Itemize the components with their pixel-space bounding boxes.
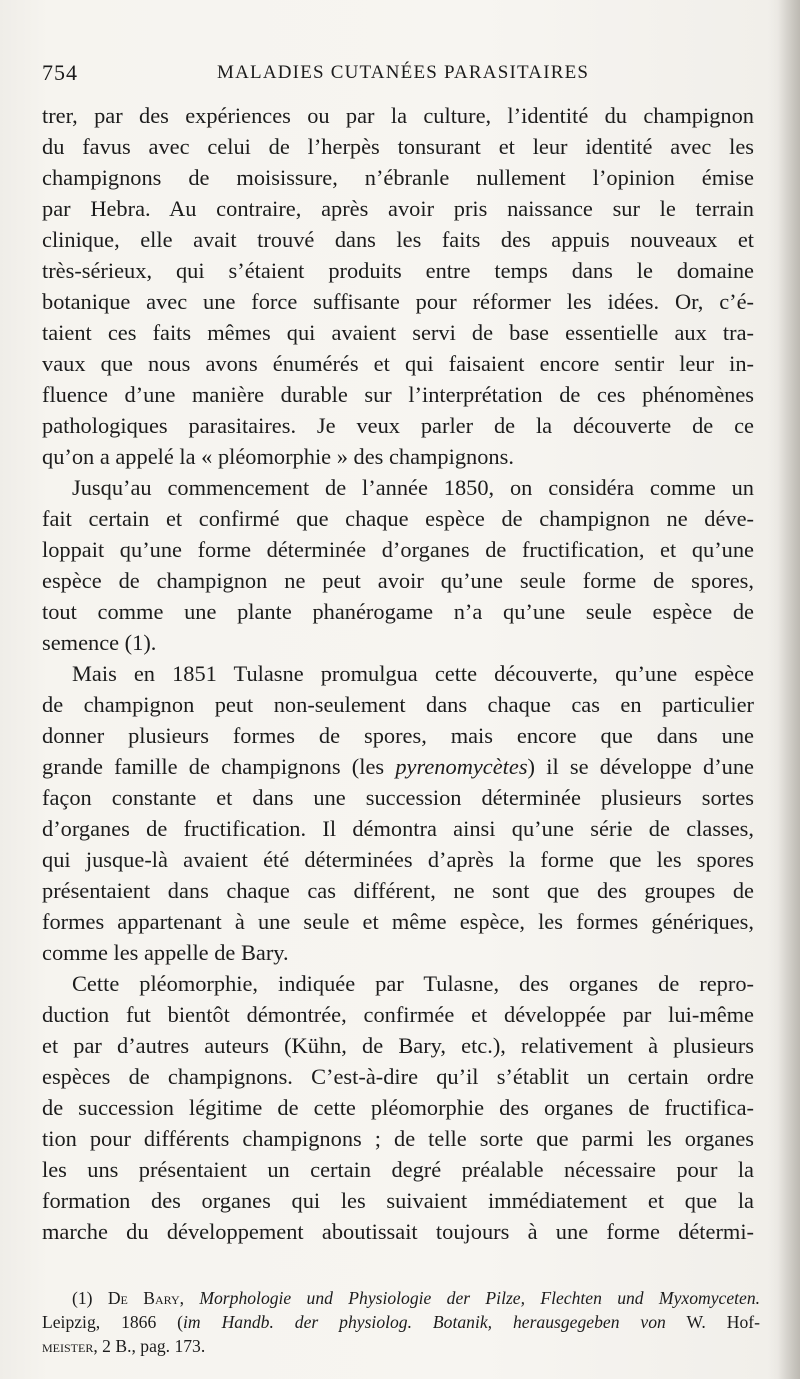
text-line: espèces de champignons. C’est-à-dire qu’il s’établit un certain ordre (42, 1064, 754, 1089)
footnote-italic: im Handb. der physiolog. Botanik, herausgegeben von (183, 1312, 666, 1332)
text-line: taient ces faits mêmes qui avaient servi de base essentielle aux tra- (42, 320, 754, 345)
text-line: fait certain et confirmé que chaque espèce de champignon ne déve- (42, 506, 754, 531)
text-line: très-sérieux, qui s’étaient produits entre temps dans le domaine (42, 258, 754, 283)
text-line: les uns présentaient un certain degré préalable nécessaire pour la (42, 1157, 754, 1182)
paragraph-start-line: Cette pléomorphie, indiquée par Tulasne, des organes de repro- (72, 971, 754, 996)
italic-term: pyrenomycètes (395, 754, 528, 779)
text-line: loppait qu’une forme déterminée d’organes de fructification, et qu’une (42, 537, 754, 562)
text-line: botanique avec une force suffisante pour réformer les idées. Or, c’é- (42, 289, 754, 314)
footnote-line: (1) De Bary, Morphologie und Physiologie der Pilze, Flechten und Myxomyceten. (72, 1288, 761, 1308)
text-line: façon constante et dans une succession déterminée plusieurs sortes (42, 785, 754, 810)
text-line: semence (1). (42, 630, 157, 655)
footnote-reference: , 2 B., pag. 173. (93, 1336, 206, 1356)
text-line: trer, par des expériences ou par la culture, l’identité du champignon (42, 103, 754, 128)
footnote-place: Leipzig, 1866 ( (42, 1312, 184, 1332)
footnote-line (42, 1310, 760, 1334)
paragraph-start-line: Mais en 1851 Tulasne promulgua cette découverte, qu’une espèce (72, 661, 754, 686)
text-line: donner plusieurs formes de spores, mais encore que dans une (42, 723, 754, 748)
footnote-editor-name: meister (42, 1336, 94, 1356)
footnote-author: De Bary (107, 1288, 180, 1308)
text-line: fluence d’une manière durable sur l’interprétation de ces phénomènes (42, 382, 754, 407)
text-segment: ) il se développe d’une (527, 754, 754, 779)
text-line: du favus avec celui de l’herpès tonsurant et leur identité avec les (42, 134, 754, 159)
paragraph-start-line: Jusqu’au commencement de l’année 1850, on considéra comme un (72, 475, 754, 500)
page-edge-shadow (778, 0, 800, 1379)
text-line: duction fut bientôt démontrée, confirmée et développée par lui-même (42, 1002, 754, 1027)
text-line: espèce de champignon ne peut avoir qu’une seule forme de spores, (42, 568, 754, 593)
text-line: pathologiques parasitaires. Je veux parler de la découverte de ce (42, 413, 754, 438)
text-line: de succession légitime de cette pléomorphie des organes de fructifica- (42, 1095, 754, 1120)
text-line: de champignon peut non-seulement dans chaque cas en particulier (42, 692, 754, 717)
text-segment: grande famille de champignons (les (42, 754, 396, 779)
text-line: tion pour différents champignons ; de telle sorte que parmi les organes (42, 1126, 754, 1151)
body-text (42, 100, 754, 1247)
text-line: d’organes de fructification. Il démontra ainsi qu’une série de classes, (42, 816, 754, 841)
text-line: et par d’autres auteurs (Kühn, de Bary, etc.), relativement à plusieurs (42, 1033, 754, 1058)
footnote-marker: (1) (72, 1288, 108, 1308)
footnote-editor: W. Hof- (665, 1312, 760, 1332)
text-line: vaux que nous avons énumérés et qui faisaient encore sentir leur in- (42, 351, 754, 376)
footnote-line (42, 1334, 760, 1358)
running-title: MALADIES CUTANÉES PARASITAIRES (217, 62, 590, 83)
text-line: formation des organes qui les suivaient immédiatement et que la (42, 1188, 754, 1213)
text-line: comme les appelle de Bary. (42, 940, 289, 965)
footnote-title: Morphologie und Physiologie der Pilze, Flechten und Myxomyceten. (199, 1288, 761, 1308)
text-line: champignons de moisissure, n’ébranle nullement l’opinion émise (42, 165, 754, 190)
text-line-with-italic (42, 751, 754, 782)
page-number: 754 (42, 60, 78, 85)
footnote (42, 1286, 760, 1358)
text-line: par Hebra. Au contraire, après avoir pris naissance sur le terrain (42, 196, 754, 221)
text-line: qui jusque-là avaient été déterminées d’après la forme que les spores (42, 847, 754, 872)
text-line: qu’on a appelé la « pléomorphie » des champignons. (42, 444, 514, 469)
text-line: clinique, elle avait trouvé dans les faits des appuis nouveaux et (42, 227, 754, 252)
text-line: présentaient dans chaque cas différent, ne sont que des groupes de (42, 878, 754, 903)
text-line: tout comme une plante phanérogame n’a qu’une seule espèce de (42, 599, 754, 624)
text-line: marche du développement aboutissait toujours à une forme détermi- (42, 1219, 754, 1244)
text-line: formes appartenant à une seule et même espèce, les formes génériques, (42, 909, 754, 934)
page-header (42, 60, 758, 90)
